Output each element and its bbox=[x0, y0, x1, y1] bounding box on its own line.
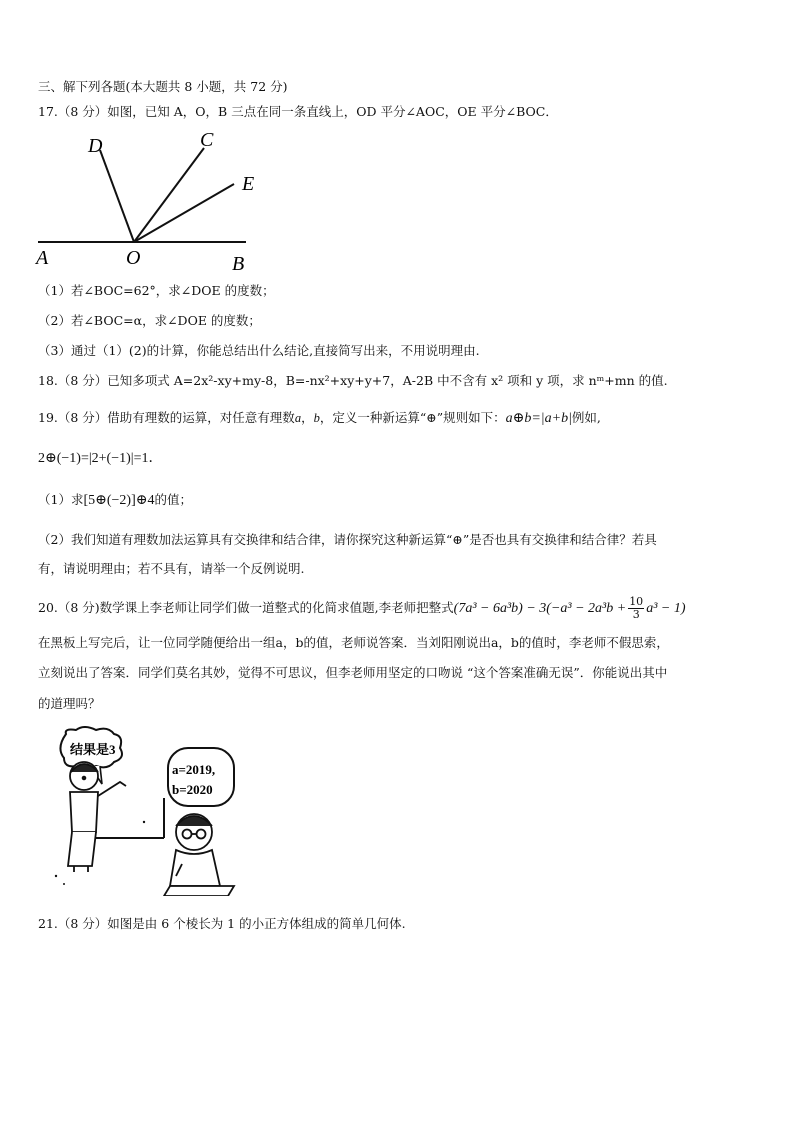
section-header: 三、解下列各题(本大题共 8 小题，共 72 分) bbox=[38, 79, 288, 94]
student-bubble-b: b=2020 bbox=[172, 782, 213, 797]
ray-oe bbox=[134, 184, 234, 242]
teacher-figure bbox=[68, 762, 126, 872]
q19-line1-prefix: 19.（8 分）借助有理数的运算，对任意有理数 bbox=[38, 410, 295, 425]
q19-part1-prefix: （1）求 bbox=[38, 492, 84, 507]
q17-angle-figure bbox=[34, 126, 274, 274]
ray-od bbox=[100, 150, 134, 242]
label-e: E bbox=[242, 173, 255, 195]
q18-text: 18.（8 分）已知多项式 A=2x²-xy+my-8，B=-nx²+xy+y+7，A-2B 中不含有 x² 项和 y 项，求 nᵐ+mn 的值. bbox=[38, 373, 668, 388]
q19-var-a: a bbox=[294, 411, 302, 425]
q20-frac-num: 10 bbox=[629, 595, 644, 608]
teacher-bubble-text: 结果是3 bbox=[70, 742, 116, 757]
q20-cartoon bbox=[44, 726, 240, 896]
q19-line1-suffix: 例如, bbox=[571, 410, 601, 425]
speech-marks bbox=[55, 821, 145, 885]
q20-line3: 立刻说出了答案．同学们莫名其妙，觉得不可思议，但李老师用坚定的口吻说 “这个答案准确无误”．你能说出其中 bbox=[38, 665, 668, 680]
q19-part2-line1: （2）我们知道有理数加法运算具有交换律和结合律，请你探究这种新运算“⊕”是否也具有交换律和结合律？若具 bbox=[38, 532, 657, 547]
student-speech-bubble bbox=[168, 748, 234, 806]
label-d: D bbox=[88, 135, 103, 157]
q20-line1 bbox=[38, 594, 686, 623]
q19-sep: ， bbox=[301, 410, 314, 425]
blackboard bbox=[96, 798, 164, 838]
q19-part1-suffix: 的值； bbox=[154, 492, 192, 507]
q21-text: 21.（8 分）如图是由 6 个棱长为 1 的小正方体组成的简单几何体. bbox=[38, 916, 406, 931]
label-o: O bbox=[126, 247, 141, 269]
q20-expr-part2: a³ − 1) bbox=[646, 601, 686, 616]
q20-expr-part1: (7a³ − 6a³b) − 3(−a³ − 2a³b + bbox=[453, 601, 627, 616]
ray-oc bbox=[134, 148, 204, 242]
q19-var-b: b bbox=[313, 411, 320, 425]
q19-rule: a⊕b=|a+b| bbox=[505, 411, 572, 426]
q17-stem: 17.（8 分）如图，已知 A，O，B 三点在同一条直线上，OD 平分∠AOC，OE 平分∠BOC． bbox=[38, 104, 558, 119]
q19-part1-expr: [5⊕(−2)]⊕4 bbox=[83, 493, 155, 508]
q19-line1-mid: ，定义一种新运算“⊕”规则如下： bbox=[319, 410, 506, 425]
q20-fraction bbox=[628, 596, 644, 621]
student-figure bbox=[164, 814, 234, 896]
q19-part1 bbox=[38, 492, 192, 509]
q19-line1 bbox=[38, 410, 601, 427]
student-bubble-a: a=2019, bbox=[172, 762, 216, 777]
q20-line4: 的道理吗？ bbox=[38, 696, 101, 711]
q17-part2: （2）若∠BOC=α，求∠DOE 的度数； bbox=[38, 313, 261, 328]
q20-line2: 在黑板上写完后，让一位同学随便给出一组a，b的值，老师说答案．当刘阳刚说出a，b的值时，李老师不假思索， bbox=[38, 635, 669, 650]
q19-example: 2⊕(−1)=|2+(−1)|=1． bbox=[38, 451, 163, 466]
label-b: B bbox=[232, 253, 245, 274]
q17-part1: （1）若∠BOC=62°，求∠DOE 的度数； bbox=[38, 283, 275, 298]
q20-frac-den: 3 bbox=[632, 608, 640, 621]
q17-part3: （3）通过（1）(2)的计算，你能总结出什么结论,直接简写出来，不用说明理由. bbox=[38, 343, 480, 358]
label-c: C bbox=[200, 129, 214, 151]
q19-part2-line2: 有，请说明理由；若不具有，请举一个反例说明. bbox=[38, 561, 305, 576]
label-a: A bbox=[36, 247, 49, 269]
q20-line1-prefix: 20.（8 分)数学课上李老师让同学们做一道整式的化简求值题,李老师把整式 bbox=[38, 600, 454, 615]
